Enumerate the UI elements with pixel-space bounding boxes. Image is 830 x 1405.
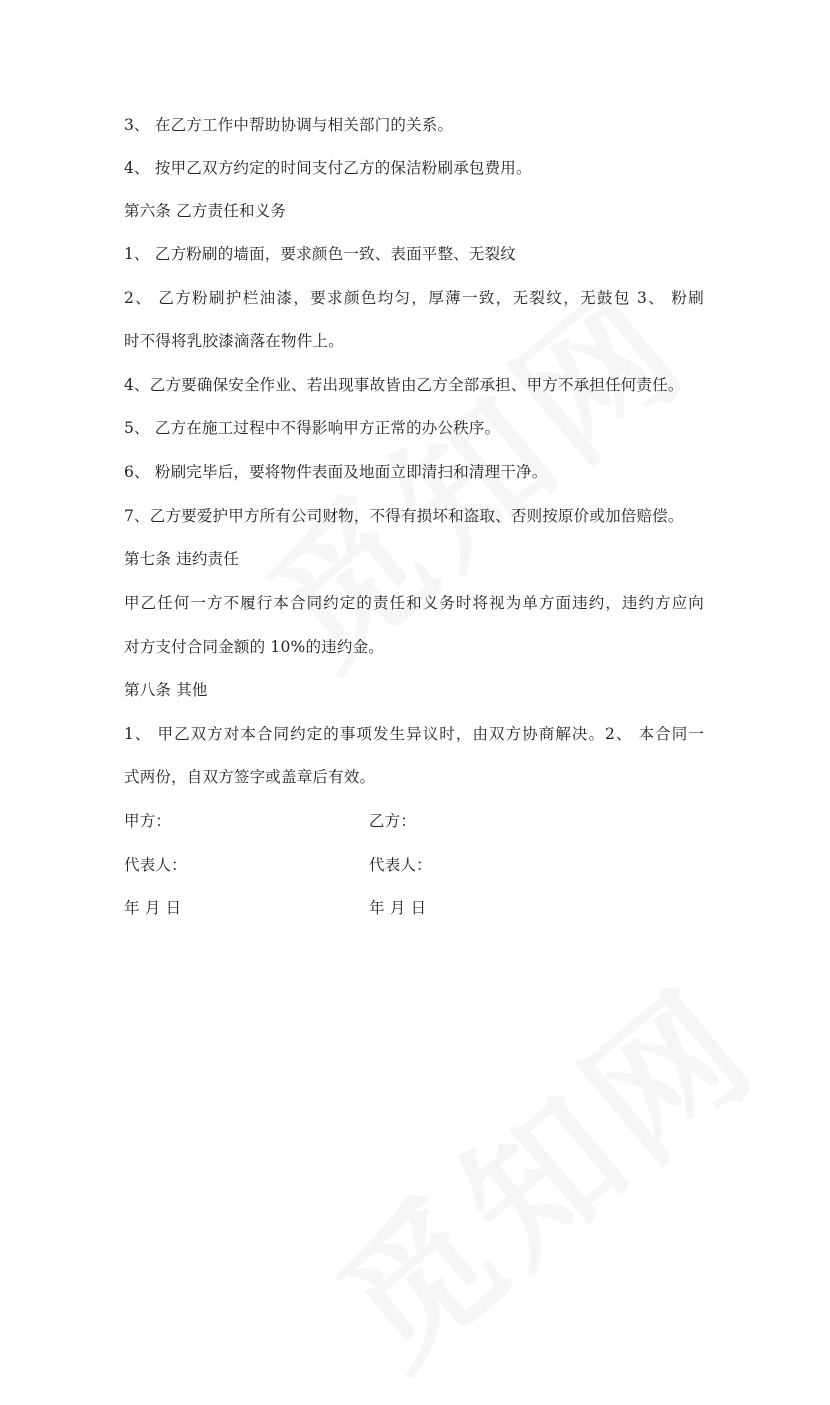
article-6-item: 1、 乙方粉刷的墙面，要求颜色一致、表面平整、无裂纹 (124, 245, 516, 263)
article-8-title: 第八条 其他 (124, 681, 208, 699)
party-a-label: 甲方： (124, 812, 172, 830)
article-6-item: 6、 粉刷完毕后，要将物件表面及地面立即清扫和清理干净。 (124, 463, 548, 481)
article-8-text: 式两份，自双方签字或盖章后有效。 (124, 768, 376, 786)
representative-b-label: 代表人： (369, 856, 432, 874)
article-6-item: 4、乙方要确保安全作业、若出现事故皆由乙方全部承担、甲方不承担任何责任。 (124, 376, 684, 394)
representative-a-label: 代表人： (124, 856, 187, 874)
article-6-item: 2、 乙方粉刷护栏油漆，要求颜色均匀，厚薄一致，无裂纹，无鼓包 3、 粉刷 (124, 289, 704, 307)
article-6-item: 7、乙方要爱护甲方所有公司财物，不得有损坏和盗取、否则按原价或加倍赔偿。 (124, 507, 684, 525)
article-7-title: 第七条 违约责任 (124, 550, 240, 568)
article-8-text: 1、 甲乙双方对本合同约定的事项发生异议时，由双方协商解决。2、 本合同一 (124, 725, 704, 743)
article-6-item: 时不得将乳胶漆滴落在物件上。 (124, 332, 344, 350)
article-6-item: 5、 乙方在施工过程中不得影响甲方正常的办公秩序。 (124, 419, 501, 437)
date-a-label: 年 月 日 (124, 899, 182, 917)
clause-item-3: 3、 在乙方工作中帮助协调与相关部门的关系。 (124, 116, 454, 134)
article-6-title: 第六条 乙方责任和义务 (124, 202, 287, 220)
article-7-text: 甲乙任何一方不履行本合同约定的责任和义务时将视为单方面违约，违约方应向 (124, 594, 704, 612)
article-7-text: 对方支付合同金额的 10%的违约金。 (124, 638, 384, 656)
date-b-label: 年 月 日 (369, 899, 427, 917)
watermark-bottom (287, 931, 794, 1405)
party-b-label: 乙方： (369, 812, 417, 830)
clause-item-4: 4、 按甲乙双方约定的时间支付乙方的保洁粉刷承包费用。 (124, 159, 532, 177)
